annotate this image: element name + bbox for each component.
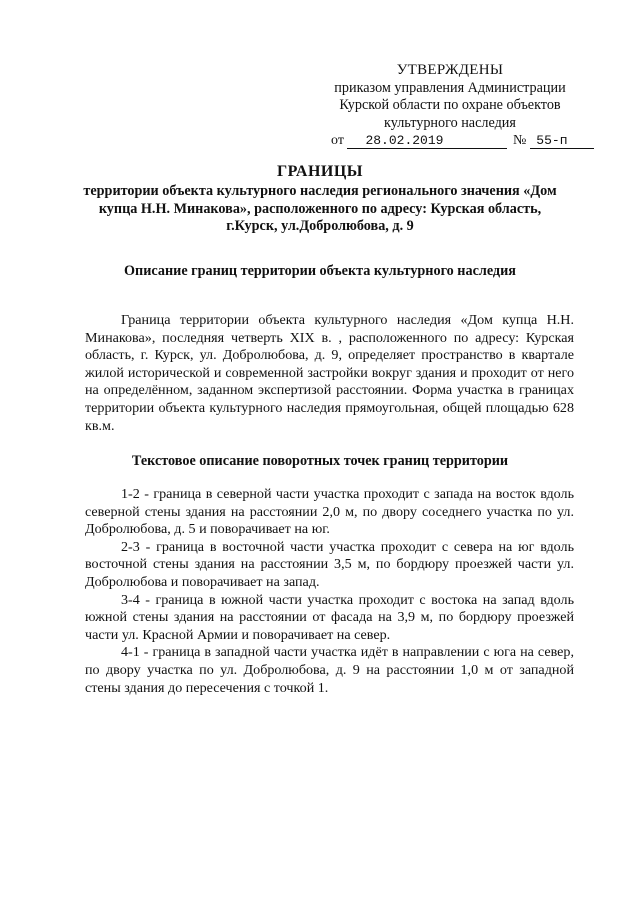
- document-subtitle: территории объекта культурного наследия регионального значения «Дом купца Н.Н. Минакова», расположенного по адресу: Курская область, г.Курск, ул.Добролюбова, д. 9: [83, 183, 557, 234]
- boundary-point-2-3: 2-3 - граница в восточной части участка проходит с севера на юг вдоль восточной стены здания на расстоянии 3,5 м, по бордюру проезжей части ул. Добролюбова и поворачивает на запад.: [85, 538, 574, 590]
- section-2-body: [85, 486, 574, 697]
- section-2-heading: Текстовое описание поворотных точек границ территории: [131, 453, 509, 469]
- order-date: 28.02.2019: [347, 134, 507, 149]
- approval-block: [300, 62, 600, 132]
- approval-line-1: приказом управления Администрации: [334, 79, 566, 96]
- boundary-point-4-1: 4-1 - граница в западной части участка идёт в направлении с юга на север, по двору участка по ул. Добролюбова, д. 9 на расстоянии 1,0 м от западной стены здания до пересечения с точкой 1.: [85, 644, 574, 696]
- section-1-heading: Описание границ территории объекта культурного наследия: [124, 263, 516, 279]
- approval-line-3: культурного наследия: [384, 114, 516, 131]
- number-label: №: [512, 133, 527, 148]
- from-label: от: [331, 133, 344, 148]
- boundary-point-1-2: 1-2 - граница в северной части участка проходит с запада на восток вдоль северной стены здания на расстоянии 2,0 м, по двору соседнего участка по ул. Добролюбова, д. 5 и поворачивает на юг.: [85, 486, 574, 538]
- section-1-body: [85, 312, 574, 435]
- approval-line-2: Курской области по охране объектов: [339, 97, 561, 113]
- order-number: 55-п: [530, 134, 594, 149]
- approval-heading: УТВЕРЖДЕНЫ: [396, 62, 504, 78]
- boundary-point-3-4: 3-4 - граница в южной части участка проходит с востока на запад вдоль южной стены здания на расстоянии от фасада на 3,9 м, по бордюру проезжей части ул. Красной Армии и поворачивает на север.: [85, 591, 574, 643]
- order-reference: [331, 133, 594, 149]
- section-1-paragraph: Граница территории объекта культурного наследия «Дом купца Н.Н. Минакова», последняя четверть XIX в. , расположенного по адресу: Курская область, г. Курск, ул. Добролюбова, д. 9, определяет пространство в квартале жилой исторической и современной застройки вокруг здания и проходит от него на определённом, заданном экспертизой расстоянии. Форма участка в границах территории объекта культурного наследия прямоугольная, общей площадью 628 кв.м.: [85, 312, 574, 434]
- document-title: ГРАНИЦЫ: [276, 163, 363, 180]
